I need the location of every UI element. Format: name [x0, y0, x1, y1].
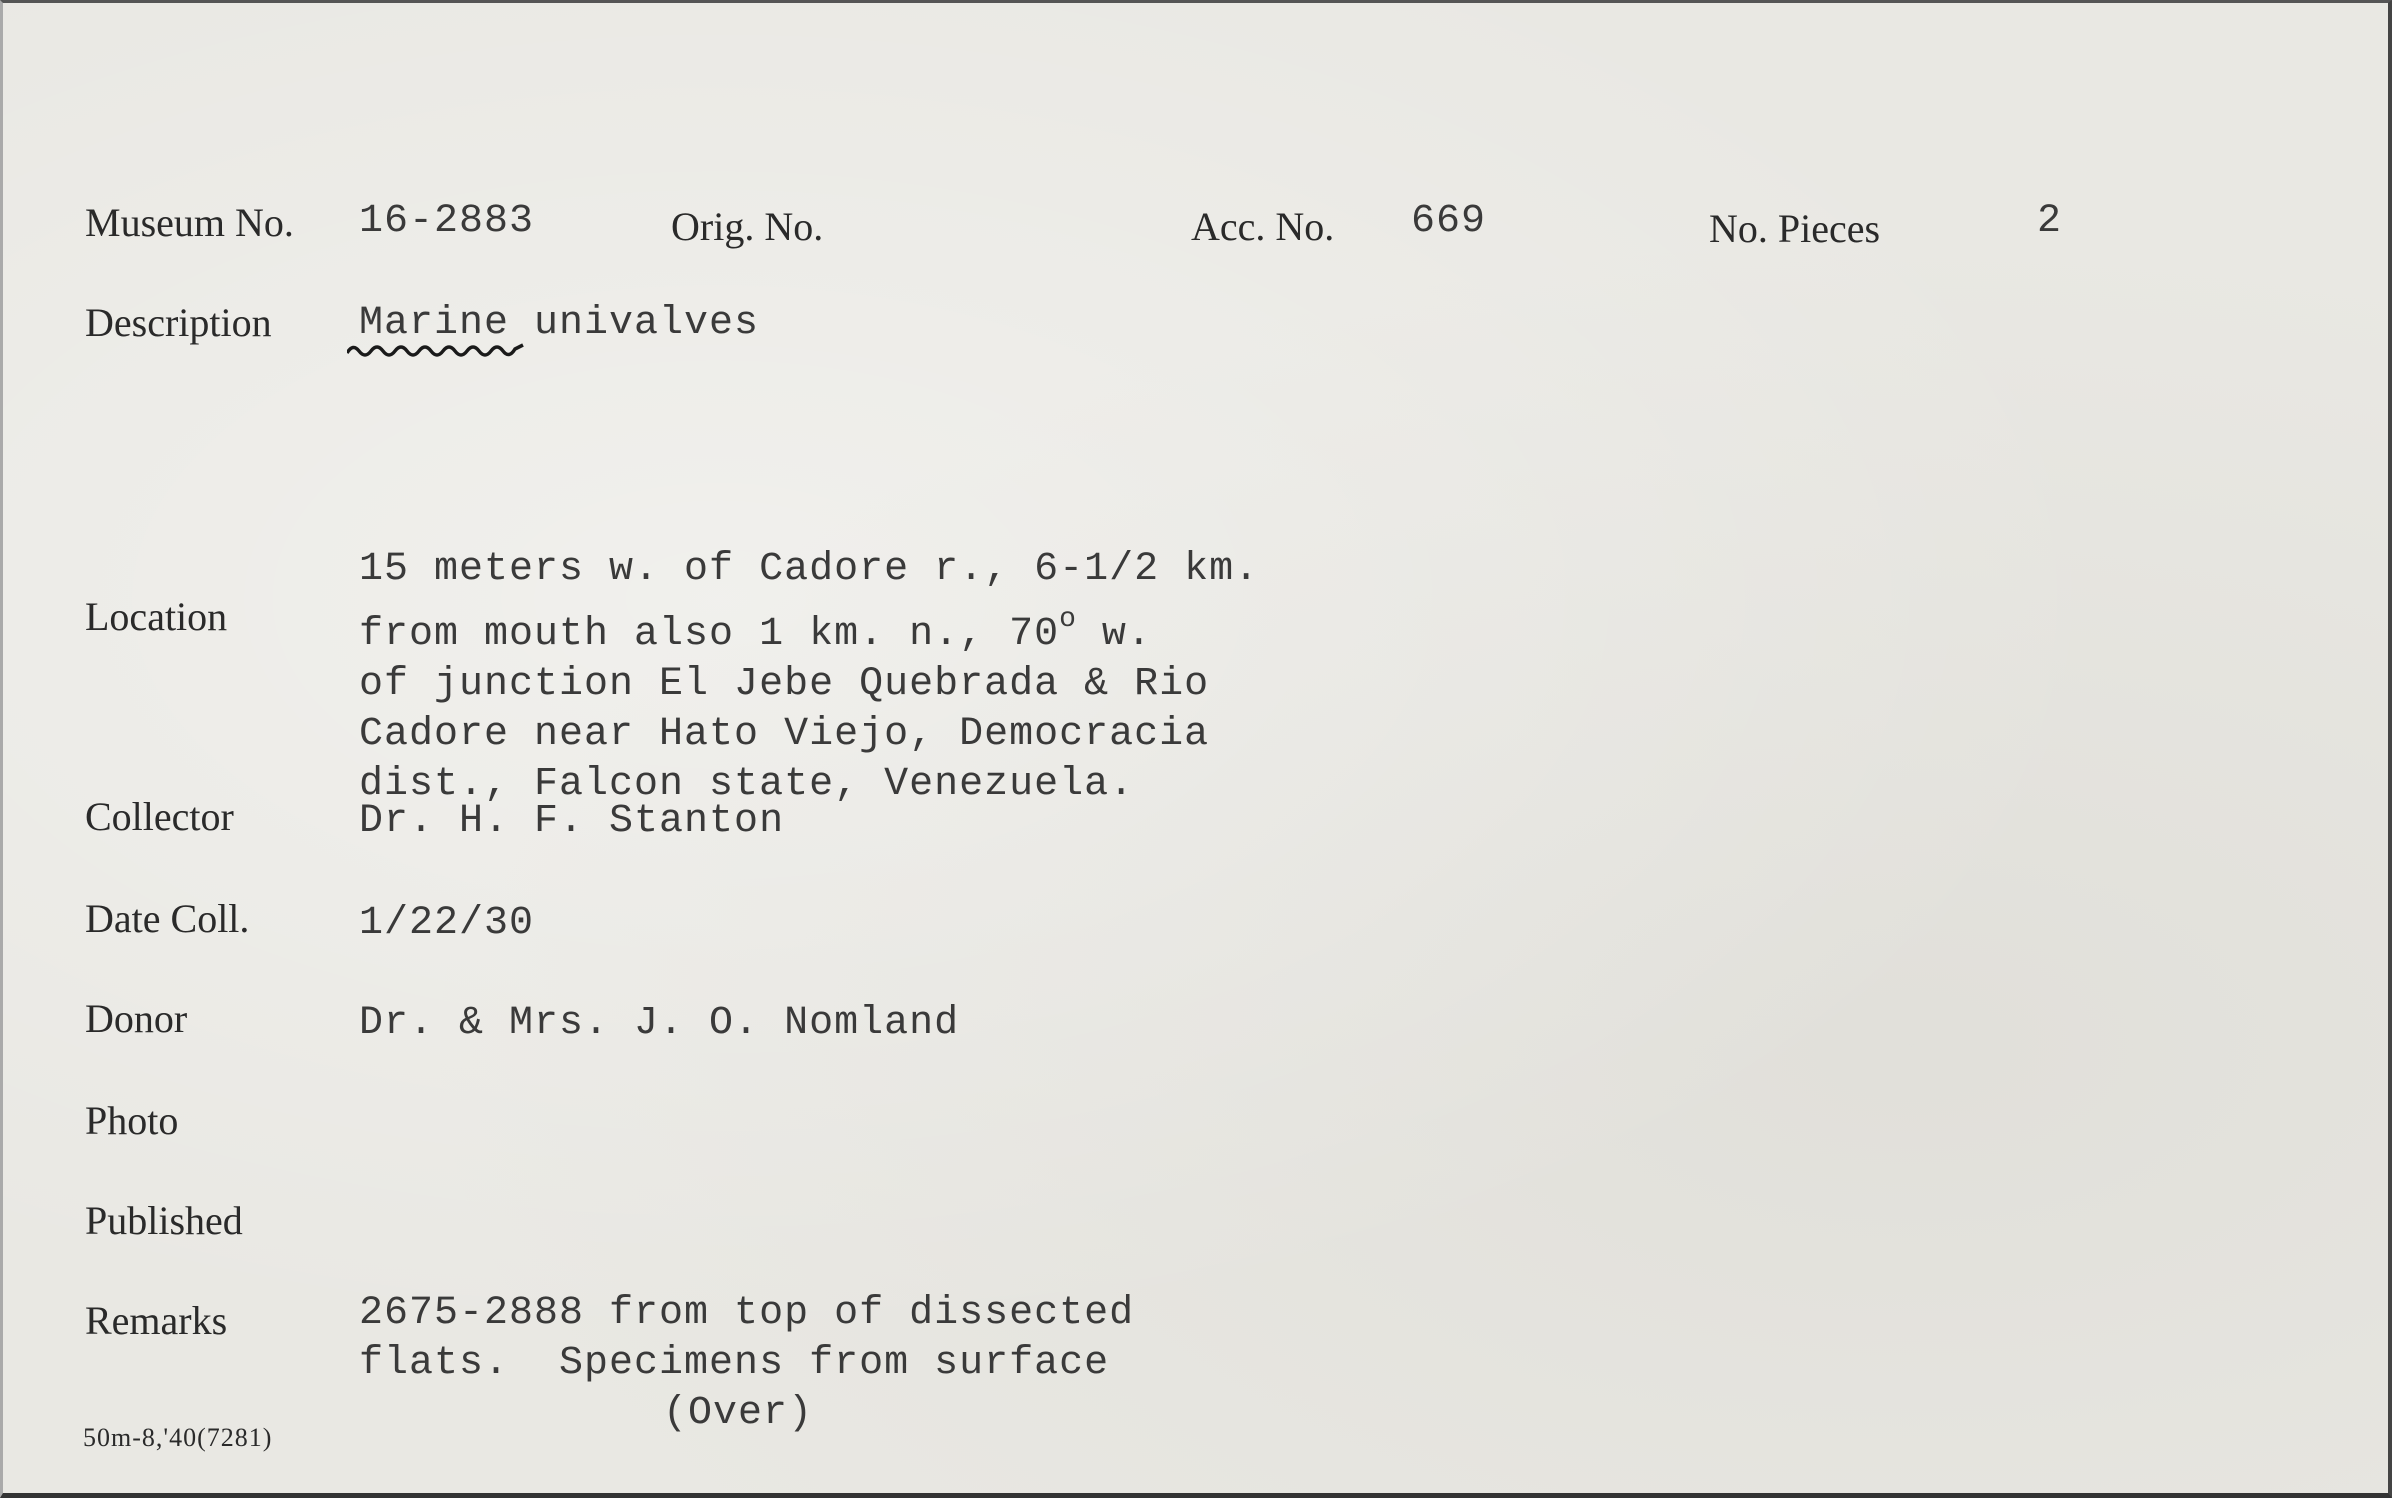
- location-line-3: of junction El Jebe Quebrada & Rio: [359, 662, 1210, 707]
- remarks-line-3: (Over): [663, 1391, 814, 1436]
- remarks-label: Remarks: [85, 1298, 228, 1343]
- handwritten-underline-mark: [347, 339, 525, 359]
- remarks-line-2: flats. Specimens from surface: [359, 1341, 1110, 1386]
- description-value: Marine univalves: [359, 301, 760, 346]
- location-value: [359, 545, 1259, 810]
- photo-label: Photo: [85, 1098, 179, 1143]
- degree-mark: o: [1059, 604, 1077, 635]
- remarks-value: [359, 1289, 1134, 1439]
- no-pieces-label: No. Pieces: [1709, 206, 1881, 251]
- museum-no-value: 16-2883: [359, 199, 535, 244]
- acc-no-value: 669: [1411, 199, 1487, 244]
- museum-no-label: Museum No.: [85, 200, 294, 245]
- location-line-2: [359, 595, 1259, 660]
- remarks-line-1: 2675-2888 from top of dissected: [359, 1291, 1135, 1336]
- location-line-5: dist., Falcon state, Venezuela.: [359, 762, 1135, 807]
- location-line-2-text: from mouth also 1 km. n., 70: [359, 612, 1060, 657]
- location-line-2-tail: w.: [1076, 612, 1152, 657]
- date-coll-value: 1/22/30: [359, 901, 535, 946]
- donor-value: Dr. & Mrs. J. O. Nomland: [359, 1001, 960, 1046]
- location-line-4: Cadore near Hato Viejo, Democracia: [359, 712, 1210, 757]
- donor-label: Donor: [85, 996, 188, 1041]
- print-code: 50m-8,'40(7281): [83, 1423, 273, 1452]
- acc-no-label: Acc. No.: [1191, 204, 1335, 249]
- published-label: Published: [85, 1198, 243, 1243]
- date-coll-label: Date Coll.: [85, 896, 250, 941]
- orig-no-label: Orig. No.: [671, 204, 824, 249]
- collector-value: Dr. H. F. Stanton: [359, 799, 785, 844]
- no-pieces-value: 2: [2037, 199, 2063, 244]
- collector-label: Collector: [85, 794, 234, 839]
- location-line-1: 15 meters w. of Cadore r., 6-1/2 km.: [359, 547, 1260, 592]
- location-label: Location: [85, 594, 228, 639]
- description-label: Description: [85, 300, 272, 345]
